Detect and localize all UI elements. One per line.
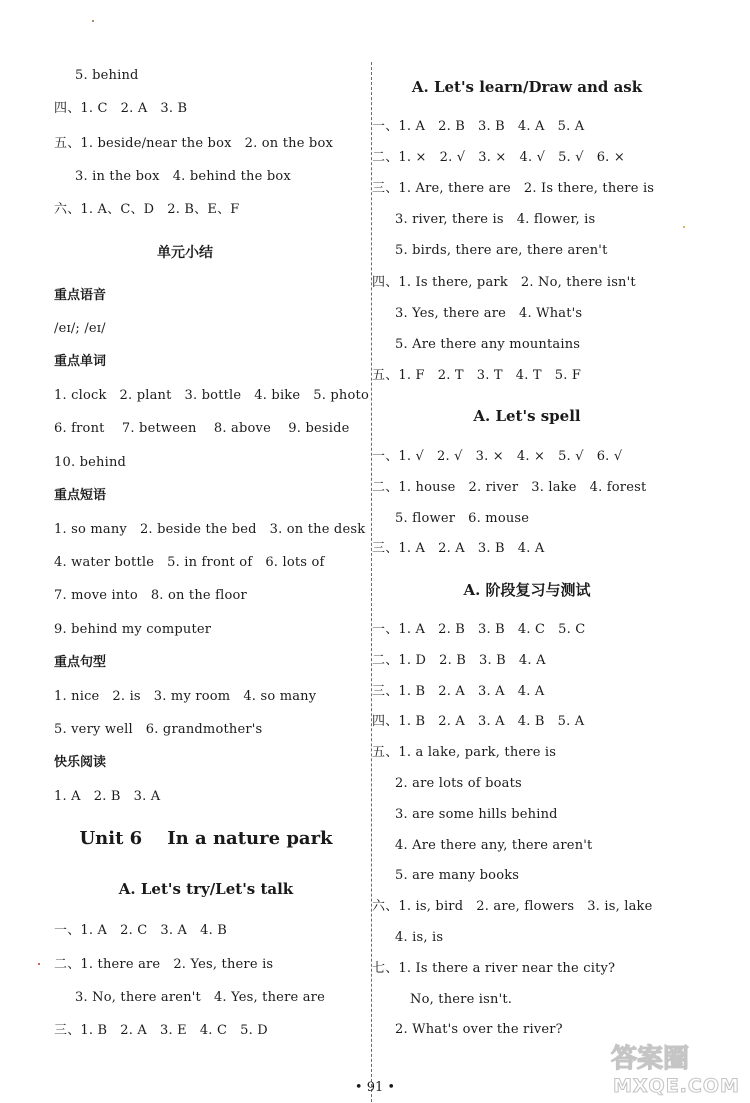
answer-line: 1. A 2. B 3. A	[54, 789, 161, 804]
answer-line: 6. front 7. between 8. above 9. beside	[54, 421, 350, 436]
answer-line: 四、1. C 2. A 3. B	[54, 101, 188, 116]
section-heading: 重点语音	[54, 288, 107, 303]
unit-title: Unit 6 In a nature park	[79, 828, 333, 849]
answer-line: 二、1. × 2. √ 3. × 4. √ 5. √ 6. ×	[372, 150, 625, 165]
answer-line: 5. very well 6. grandmother's	[54, 722, 263, 737]
section-heading: 重点单词	[54, 354, 107, 369]
section-heading: 重点短语	[54, 488, 107, 503]
section-heading: 快乐阅读	[54, 755, 107, 770]
answer-line: 3. river, there is 4. flower, is	[395, 212, 596, 227]
answer-line: No, there isn't.	[410, 992, 513, 1007]
answer-line: 2. are lots of boats	[395, 776, 522, 791]
answer-line: 一、1. A 2. B 3. B 4. A 5. A	[372, 119, 585, 134]
answer-line: 七、1. Is there a river near the city?	[372, 961, 616, 976]
answer-line: 六、1. is, bird 2. are, flowers 3. is, lake	[372, 899, 653, 914]
answer-line: 5. Are there any mountains	[395, 337, 581, 352]
section-title: A. Let's try/Let's talk	[118, 880, 294, 898]
answer-line: 7. move into 8. on the floor	[54, 588, 247, 603]
scan-speck	[38, 963, 40, 965]
answer-line: 三、1. Are, there are 2. Is there, there is	[372, 181, 655, 196]
answer-line: 3. are some hills behind	[395, 807, 558, 822]
answer-line: 四、1. Is there, park 2. No, there isn't	[372, 275, 636, 290]
answer-line: /eɪ/; /eɪ/	[54, 321, 106, 336]
answer-line: 四、1. B 2. A 3. A 4. B 5. A	[372, 714, 585, 729]
answer-line: 5. flower 6. mouse	[395, 511, 530, 526]
answer-line: 三、1. B 2. A 3. E 4. C 5. D	[54, 1023, 268, 1038]
answer-line: 五、1. beside/near the box 2. on the box	[54, 136, 334, 151]
answer-line: 二、1. there are 2. Yes, there is	[54, 957, 274, 972]
answer-line: 二、1. D 2. B 3. B 4. A	[372, 653, 546, 668]
answer-line: 5. birds, there are, there aren't	[395, 243, 608, 258]
watermark-cn-text: 答案圈	[611, 1044, 690, 1074]
answer-line: 5. are many books	[395, 868, 520, 883]
answer-line: 4. water bottle 5. in front of 6. lots of	[54, 555, 325, 570]
answer-line: 五、1. F 2. T 3. T 4. T 5. F	[372, 368, 582, 383]
answer-line: 五、1. a lake, park, there is	[372, 745, 557, 760]
scan-speck	[92, 20, 94, 22]
answer-line: 4. Are there any, there aren't	[395, 838, 593, 853]
answer-line: 2. What's over the river?	[395, 1022, 563, 1037]
answer-line: 4. is, is	[395, 930, 444, 945]
answer-line: 3. Yes, there are 4. What's	[395, 306, 583, 321]
answer-line: 二、1. house 2. river 3. lake 4. forest	[372, 480, 647, 495]
answer-line: 一、1. A 2. C 3. A 4. B	[54, 923, 228, 938]
scan-speck	[683, 226, 685, 228]
answer-line: 1. so many 2. beside the bed 3. on the desk	[54, 522, 366, 537]
section-title: A. Let's learn/Draw and ask	[411, 78, 643, 96]
answer-line: 1. clock 2. plant 3. bottle 4. bike 5. photo	[54, 388, 369, 403]
section-heading: 重点句型	[54, 655, 107, 670]
answer-line: 10. behind	[54, 455, 127, 470]
answer-line: 5. behind	[75, 68, 139, 83]
answer-line: 1. nice 2. is 3. my room 4. so many	[54, 689, 317, 704]
watermark-logo	[607, 1037, 742, 1097]
section-title: A. Let's spell	[473, 407, 581, 425]
answer-line: 一、1. √ 2. √ 3. × 4. × 5. √ 6. √	[372, 449, 623, 464]
summary-title: 单元小结	[157, 245, 213, 261]
answer-line: 三、1. B 2. A 3. A 4. A	[372, 684, 545, 699]
answer-line: 3. in the box 4. behind the box	[75, 169, 291, 184]
answer-line: 3. No, there aren't 4. Yes, there are	[75, 990, 325, 1005]
answer-line: 六、1. A、C、D 2. B、E、F	[54, 202, 240, 217]
answer-line: 一、1. A 2. B 3. B 4. C 5. C	[372, 622, 586, 637]
page-number: • 91 •	[354, 1080, 396, 1095]
answer-line: 三、1. A 2. A 3. B 4. A	[372, 541, 545, 556]
answer-line: 9. behind my computer	[54, 622, 212, 637]
section-title: A. 阶段复习与测试	[463, 581, 591, 599]
watermark-url-text: MXQE.COM	[613, 1075, 740, 1097]
